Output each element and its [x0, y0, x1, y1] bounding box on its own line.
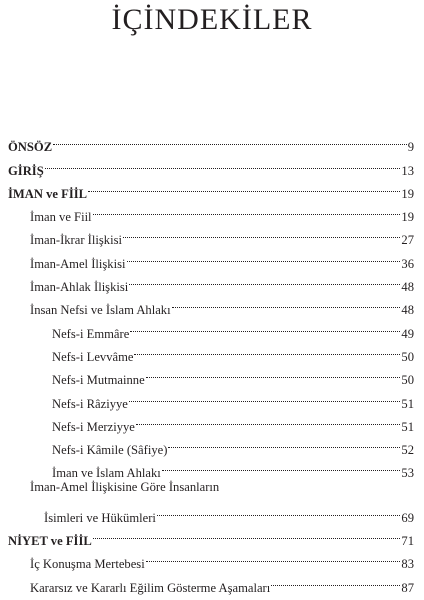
toc-page-number: 71 — [401, 534, 414, 549]
toc-entry[interactable] — [8, 522, 414, 549]
dot-leader — [129, 268, 400, 291]
dot-leader — [146, 361, 401, 384]
toc-entry-label: GİRİŞ — [8, 163, 44, 178]
toc-page-number: 87 — [401, 580, 414, 595]
dot-leader — [136, 408, 401, 431]
toc-page-number: 50 — [401, 349, 414, 364]
toc-entry[interactable] — [8, 128, 414, 155]
toc-page-number: 19 — [401, 186, 414, 201]
dot-leader — [162, 454, 401, 477]
toc-page-number: 9 — [407, 140, 414, 155]
toc-entry[interactable] — [8, 175, 414, 201]
dot-leader — [168, 431, 400, 454]
toc-entry[interactable] — [8, 221, 414, 248]
toc-entry[interactable] — [8, 454, 414, 481]
toc-entry[interactable] — [8, 291, 414, 318]
toc-entry[interactable] — [8, 545, 414, 572]
toc-entry-label: İsimleri ve Hükümleri — [44, 510, 156, 525]
toc-entry[interactable] — [8, 568, 414, 595]
dot-leader — [45, 151, 401, 174]
dot-leader — [146, 545, 401, 568]
toc-entry-label: İman ve Fiil — [30, 210, 92, 225]
toc-entry-label: İman-Amel İlişkisi — [30, 256, 126, 271]
table-of-contents — [8, 128, 414, 595]
toc-entry[interactable] — [8, 268, 414, 295]
toc-page-number: 49 — [401, 326, 414, 341]
toc-entry[interactable] — [8, 314, 414, 341]
toc-entry[interactable] — [8, 498, 414, 525]
toc-page-number: 53 — [401, 466, 414, 481]
toc-entry-label: İman-Ahlak İlişkisi — [30, 280, 129, 295]
toc-page-number: 48 — [401, 280, 414, 295]
toc-entry[interactable] — [8, 198, 414, 225]
toc-entry-label: Nefs-i Merziyye — [52, 419, 135, 434]
toc-page-number: 13 — [401, 163, 414, 178]
dot-leader — [271, 568, 400, 591]
toc-entry-label: İç Konuşma Mertebesi — [30, 557, 145, 572]
toc-entry-label: İnsan Nefsi ve İslam Ahlakı — [30, 303, 171, 318]
toc-page-number: 50 — [401, 373, 414, 388]
toc-page-number: 19 — [401, 210, 414, 225]
page-title: İÇİNDEKİLER — [111, 3, 313, 36]
toc-entry-label: İman-İkrar İlişkisi — [30, 233, 122, 248]
dot-leader — [93, 198, 401, 221]
toc-entry-line — [8, 477, 414, 498]
toc-entry[interactable] — [8, 408, 414, 434]
dot-leader — [129, 384, 401, 407]
dot-leader — [93, 522, 401, 545]
toc-entry[interactable] — [8, 151, 414, 178]
dot-leader — [88, 175, 400, 198]
toc-page-number: 83 — [401, 557, 414, 572]
dot-leader — [53, 128, 407, 151]
toc-entry-label: ÖNSÖZ — [8, 140, 53, 155]
toc-entry-label: İman-Amel İlişkisine Göre İnsanların — [30, 480, 220, 495]
toc-entry[interactable] — [8, 384, 414, 411]
toc-entry[interactable] — [8, 431, 414, 458]
dot-leader — [172, 291, 401, 314]
toc-page-number: 51 — [401, 396, 414, 411]
toc-entry-label: İMAN ve FİİL — [8, 186, 88, 201]
toc-page-number: 48 — [401, 303, 414, 318]
toc-entry-label: İman ve İslam Ahlakı — [52, 466, 161, 481]
toc-page-number: 52 — [401, 443, 414, 458]
toc-page-number: 36 — [401, 256, 414, 271]
toc-entry[interactable] — [8, 338, 414, 364]
dot-leader — [130, 314, 400, 337]
dot-leader — [123, 221, 400, 244]
toc-page-number: 27 — [401, 233, 414, 248]
toc-entry-label: Nefs-i Emmâre — [52, 326, 130, 341]
toc-entry-label: NİYET ve FİİL — [8, 534, 92, 549]
toc-entry[interactable] — [8, 361, 414, 388]
toc-page-number: 51 — [401, 419, 414, 434]
dot-leader — [157, 498, 400, 521]
toc-entry[interactable] — [8, 244, 414, 271]
toc-entry-label: Nefs-i Râziyye — [52, 396, 128, 411]
toc-entry-label: Nefs-i Mutmainne — [52, 373, 145, 388]
toc-entry-label: Nefs-i Levvâme — [52, 349, 134, 364]
toc-page-number: 69 — [401, 510, 414, 525]
dot-leader — [134, 338, 400, 361]
dot-leader — [127, 244, 401, 267]
toc-entry-label: Kararsız ve Kararlı Eğilim Gösterme Aşamaları — [30, 580, 271, 595]
toc-entry-label: Nefs-i Kâmile (Sâfiye) — [52, 443, 168, 458]
